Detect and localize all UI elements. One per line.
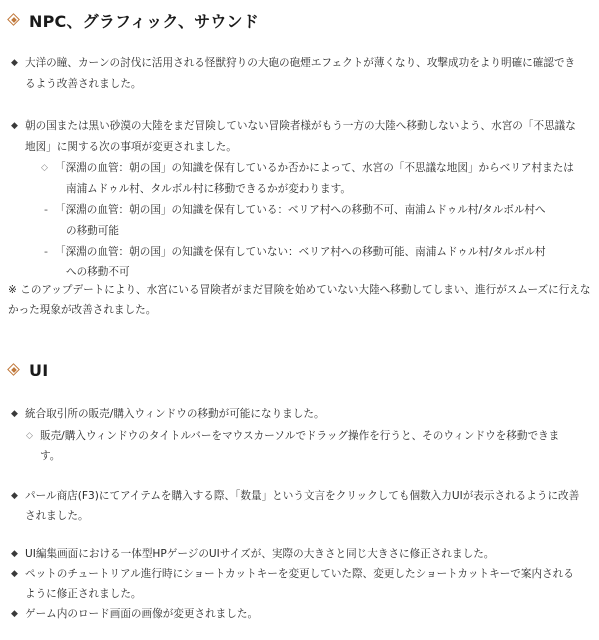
dash-item-text: 「深淵の血管：朝の国」の知識を保有している：ベリア村への移動不可、南浦ムドゥル村/タルボル村へ: [55, 204, 546, 216]
diamond-icon: [8, 14, 21, 27]
diamond-icon: [8, 364, 21, 377]
dash-marker: -: [44, 203, 48, 216]
sub-bullet-icon: ◇: [41, 163, 48, 173]
dash-marker: -: [44, 245, 48, 258]
item-text: 統合取引所の販売/購入ウィンドウの移動が可能になりました。: [25, 408, 325, 420]
dash-item-text: の移動可能: [66, 225, 119, 237]
section-heading-npc: [8, 8, 259, 32]
section-heading-ui: [8, 358, 48, 382]
bullet-icon: ◆: [11, 409, 18, 419]
sub-item-text: 南浦ムドゥル村、タルボル村に移動できるかが変わります。: [66, 183, 351, 195]
item-text: 地図」に関する次の事項が変更されました。: [25, 141, 237, 153]
sub-bullet-icon: ◇: [26, 431, 33, 441]
sub-item-text: 「深淵の血管：朝の国」の知識を保有しているか否かによって、水宮の「不思議な地図」からベリア村または: [55, 162, 574, 174]
dash-item-text: 「深淵の血管：朝の国」の知識を保有していない：ベリア村への移動可能、南浦ムドゥル村/タルボル村: [55, 246, 546, 258]
sub-item-text: 販売/購入ウィンドウのタイトルバーをマウスカーソルでドラッグ操作を行うと、そのウィンドウを移動できま: [40, 430, 560, 442]
item-text: パール商店(F3)にてアイテムを購入する際、「数量」という文言をクリックしても個数入力UIが表示されるように改善: [25, 490, 580, 502]
item-text: ゲーム内のロード画面の画像が変更されました。: [25, 608, 259, 620]
item-text: ように修正されました。: [25, 588, 142, 600]
section-title: NPC、グラフィック、サウンド: [29, 11, 259, 31]
bullet-icon: ◆: [11, 58, 18, 68]
note-text: ※ このアップデートにより、水宮にいる冒険者がまだ冒険を始めていない大陸へ移動してしまい、進行がスムーズに行えな: [8, 284, 591, 296]
bullet-icon: ◆: [11, 121, 18, 131]
bullet-icon: ◆: [11, 609, 18, 619]
item-text: 朝の国または黒い砂漠の大陸をまだ冒険していない冒険者様がもう一方の大陸へ移動しないよう、水宮の「不思議な: [25, 120, 576, 132]
note-text: かった現象が改善されました。: [8, 304, 157, 316]
item-text: されました。: [25, 510, 89, 522]
section-title: UI: [29, 360, 49, 380]
sub-item-text: す。: [40, 450, 61, 462]
item-text: 大洋の瞳、カーンの討伐に活用される怪獣狩りの大砲の砲煙エフェクトが薄くなり、攻撃成功をより明確に確認でき: [25, 57, 576, 69]
item-text: ペットのチュートリアル進行時にショートカットキーを変更していた際、変更したショートカットキーで案内される: [25, 568, 574, 580]
dash-item-text: への移動不可: [66, 266, 130, 278]
bullet-icon: ◆: [11, 569, 18, 579]
item-text: UI編集画面における一体型HPゲージのUIサイズが、実際の大きさと同じ大きさに修正されました。: [25, 548, 495, 560]
bullet-icon: ◆: [11, 491, 18, 501]
bullet-icon: ◆: [11, 549, 18, 559]
item-text: るよう改善されました。: [25, 78, 142, 90]
